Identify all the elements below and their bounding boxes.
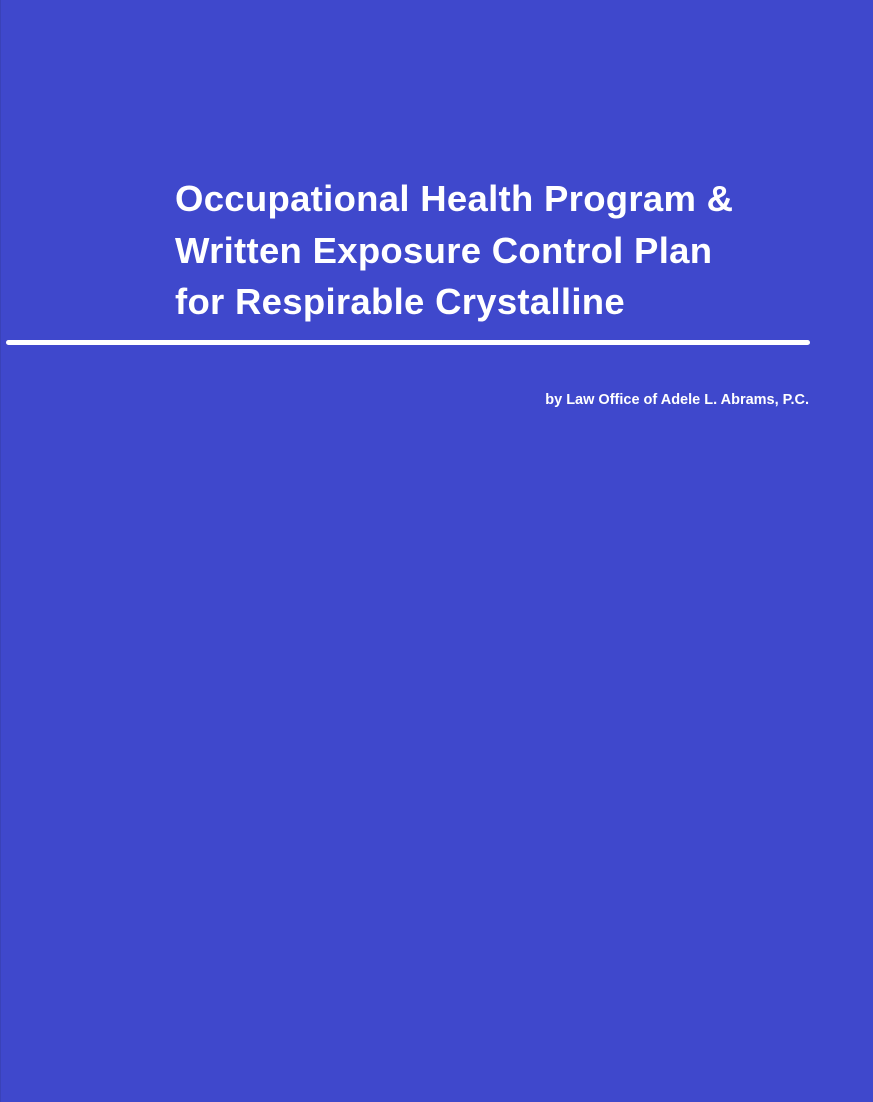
title-divider-rule [6, 340, 810, 345]
cover-title-line-2: Written Exposure Control Plan [175, 229, 713, 271]
cover-title-line-3: for Respirable Crystalline [175, 281, 626, 322]
cover-title [175, 173, 733, 328]
cover-title-line-1: Occupational Health Program & [175, 178, 734, 219]
author-byline: by Law Office of Adele L. Abrams, P.C. [545, 392, 809, 408]
